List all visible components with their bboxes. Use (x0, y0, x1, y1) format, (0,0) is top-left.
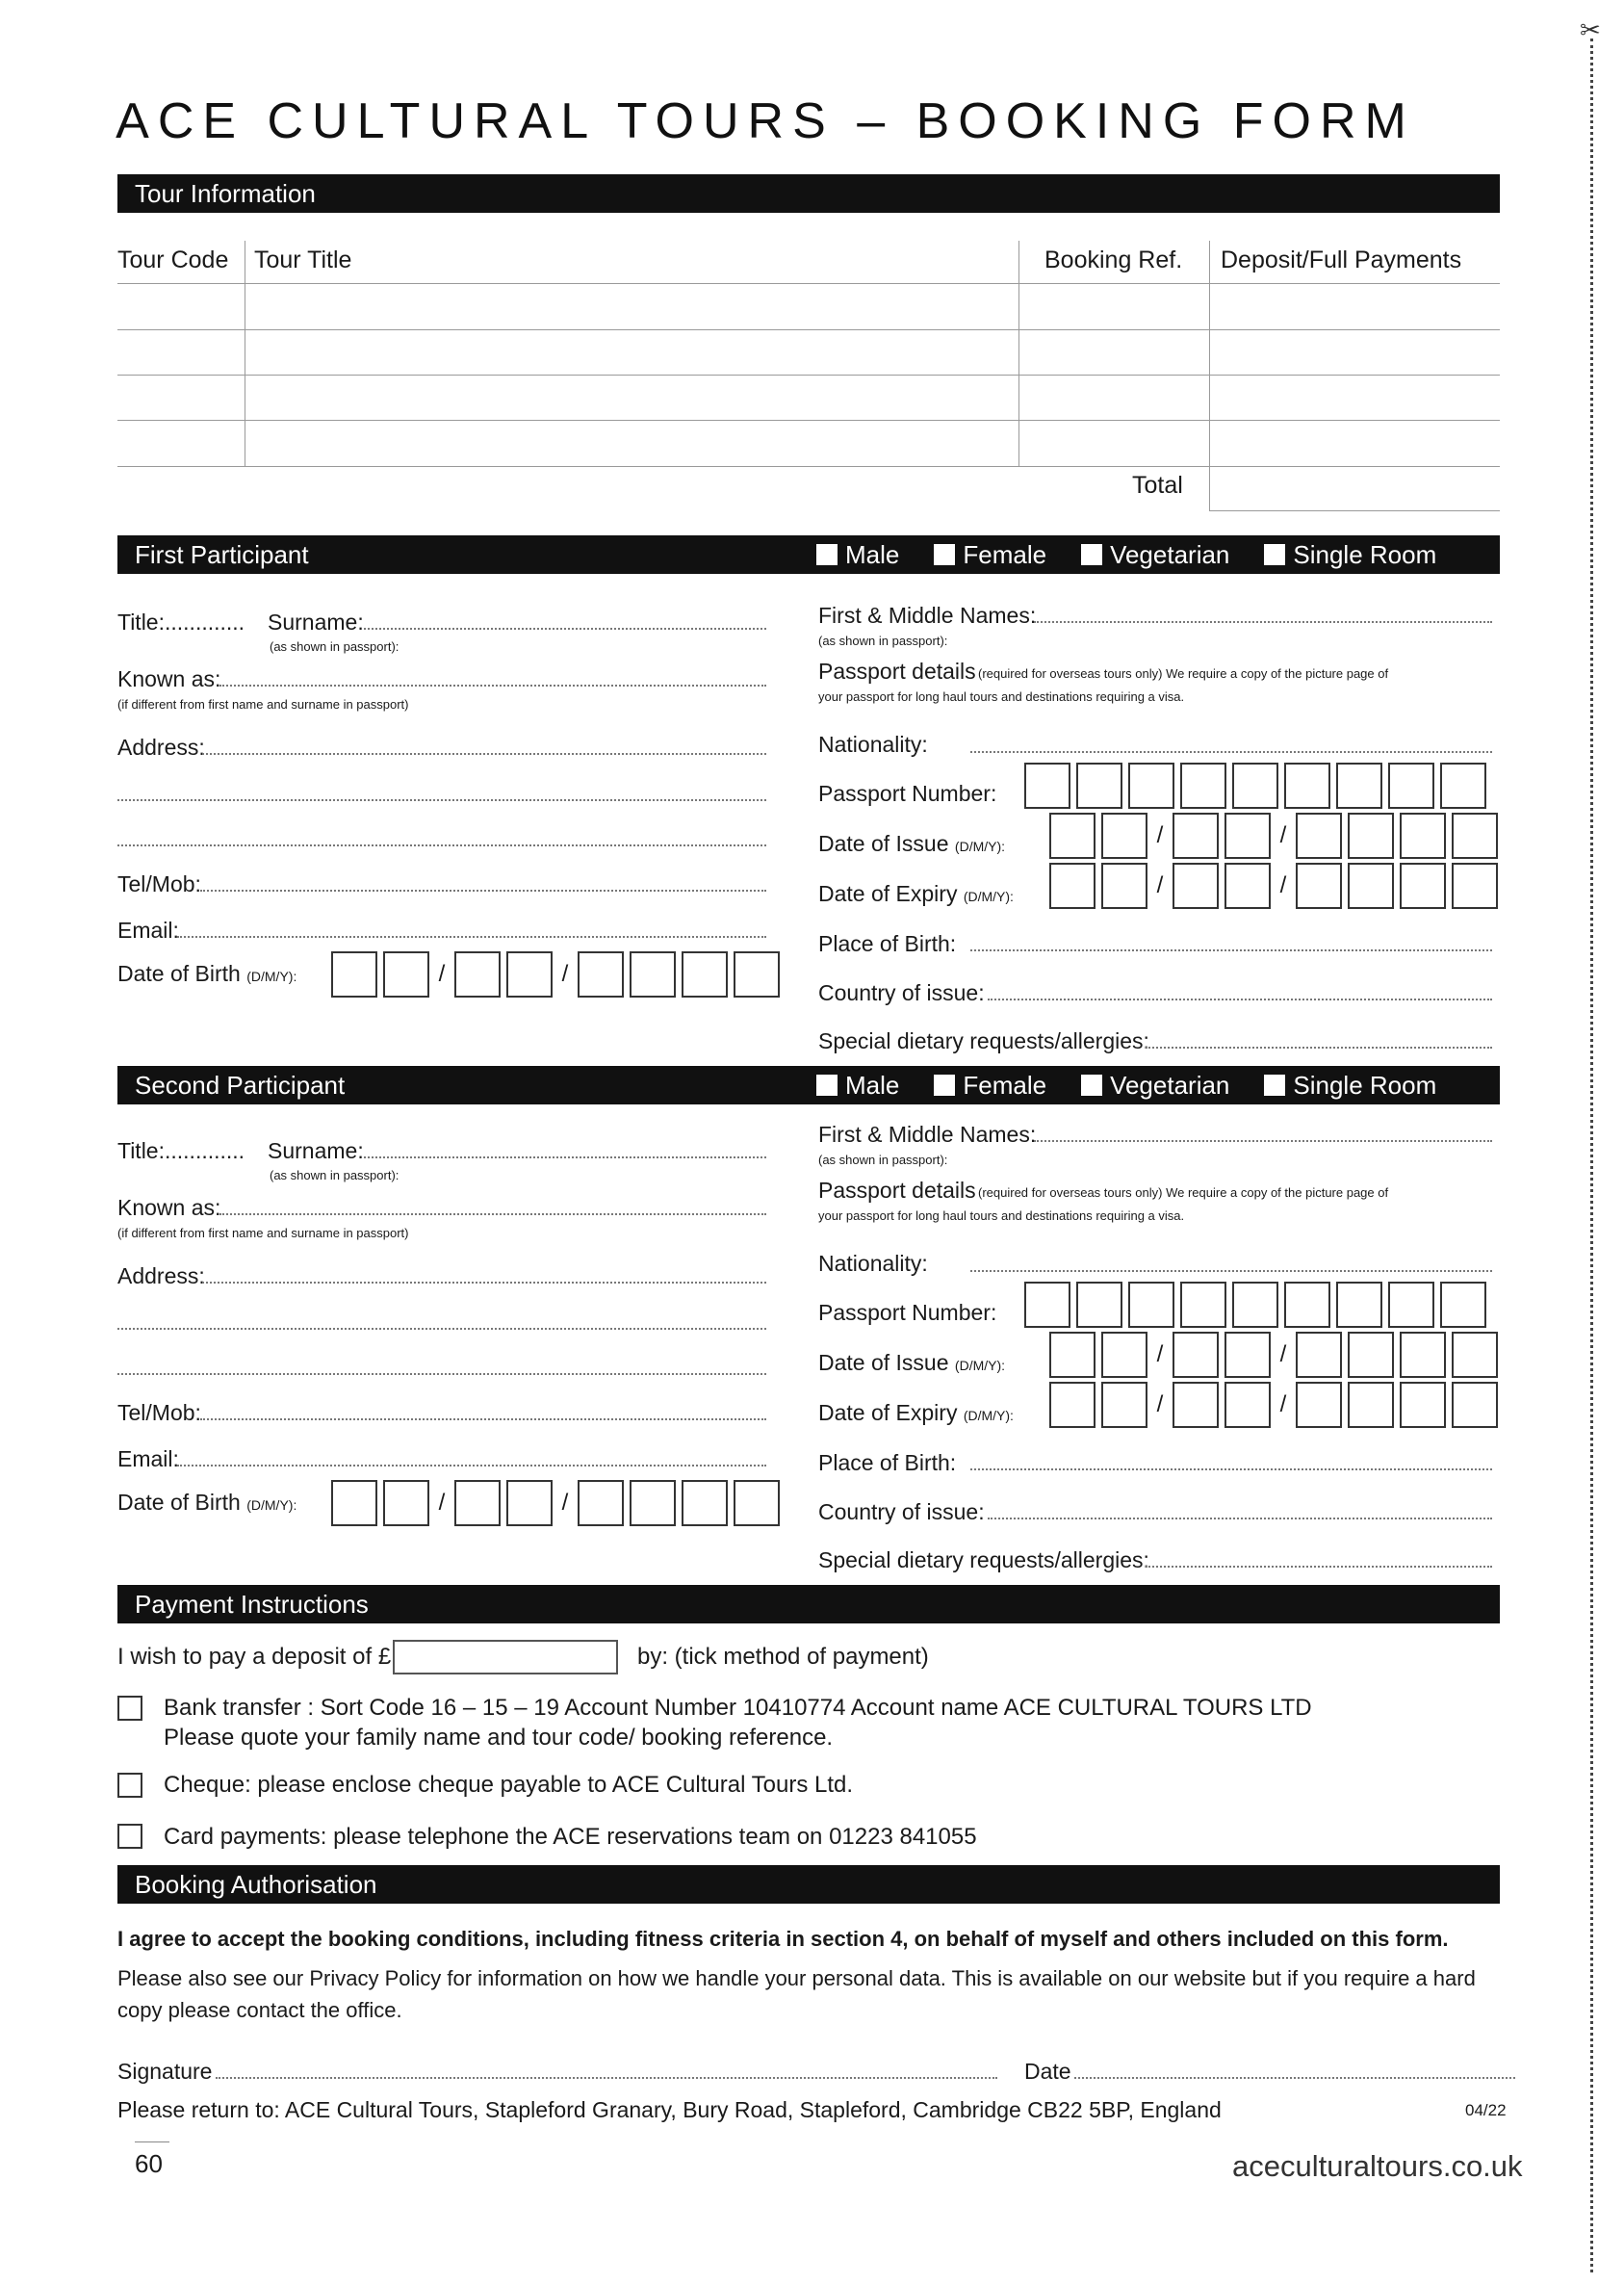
deposit-suffix: by: (tick method of payment) (637, 1644, 929, 1670)
dietary-label: Special dietary requests/allergies: (818, 1547, 1149, 1572)
date-of-issue-label (818, 1350, 1005, 1376)
date-digit-box[interactable] (1173, 1332, 1219, 1378)
form-version: 04/22 (1465, 2101, 1507, 2119)
passport-digit-box[interactable] (1388, 763, 1434, 809)
date-separator: / (1279, 1341, 1287, 1367)
date-digit-box[interactable] (682, 1480, 728, 1526)
known-as-label: Known as: (117, 1195, 221, 1220)
passport-digit-box[interactable] (1128, 763, 1174, 809)
known-as-label: Known as: (117, 666, 221, 691)
vegetarian-option[interactable] (1081, 535, 1229, 574)
booking-authorisation-header (117, 1865, 1500, 1904)
date-separator: / (561, 1490, 569, 1516)
single-room-label: Single Room (1293, 540, 1437, 569)
table-row[interactable] (117, 376, 1500, 419)
address-field-2[interactable] (117, 1328, 766, 1330)
date-separator: / (1156, 1391, 1164, 1417)
country-of-issue-label: Country of issue: (818, 1499, 985, 1524)
date-digit-box[interactable] (331, 951, 377, 998)
cheque-text: Cheque: please enclose cheque payable to ACE Cultural Tours Ltd. (164, 1772, 854, 1798)
title-label: Title:............. (117, 1138, 245, 1163)
first-participant-heading: First Participant (135, 540, 309, 569)
date-separator: / (1156, 822, 1164, 848)
first-names-field[interactable] (1034, 1140, 1492, 1142)
page-title: ACE CULTURAL TOURS – BOOKING FORM (116, 93, 1415, 149)
address-label: Address: (117, 735, 205, 760)
date-digit-box[interactable] (578, 1480, 624, 1526)
privacy-text-1: Please also see our Privacy Policy for information on how we handle your personal data. This is available on our website but if you require a hard (117, 1966, 1476, 1990)
address-field-3[interactable] (117, 844, 766, 846)
date-digit-box[interactable] (1101, 1382, 1147, 1428)
known-as-field[interactable] (219, 685, 766, 687)
date-digit-box[interactable] (454, 1480, 501, 1526)
first-names-field[interactable] (1034, 621, 1492, 623)
bank-transfer-text: Bank transfer : Sort Code 16 – 15 – 19 Account Number 10410774 Account name ACE CULTURAL TOURS LTD (164, 1695, 1312, 1721)
dob-text: Date of Birth (117, 1490, 241, 1515)
passport-digit-box[interactable] (1440, 1282, 1486, 1328)
vegetarian-label: Vegetarian (1110, 540, 1230, 569)
total-label: Total (1132, 472, 1183, 499)
date-digit-box[interactable] (1452, 813, 1498, 859)
passport-digit-box[interactable] (1284, 1282, 1330, 1328)
date-separator: / (1279, 872, 1287, 898)
single-room-label: Single Room (1293, 1071, 1437, 1100)
passport-number-label: Passport Number: (818, 781, 997, 806)
card-payment-checkbox[interactable] (117, 1824, 142, 1849)
date-digit-box[interactable] (331, 1480, 377, 1526)
date-of-issue-boxes[interactable] (1049, 813, 1504, 859)
date-digit-box[interactable] (1224, 1332, 1271, 1378)
participant-options (816, 1066, 1471, 1104)
place-of-birth-field[interactable] (970, 949, 1492, 951)
signature-field[interactable] (216, 2077, 997, 2079)
surname-note: (as shown in passport): (270, 639, 400, 654)
participant-options (816, 535, 1471, 574)
deposit-amount-input[interactable] (393, 1640, 618, 1674)
table-row[interactable] (117, 330, 1500, 374)
col-booking-ref: Booking Ref. (1044, 247, 1183, 273)
first-names-note: (as shown in passport): (818, 634, 948, 648)
bank-transfer-note: Please quote your family name and tour code/ booking reference. (164, 1725, 834, 1751)
date-digit-box[interactable] (1101, 813, 1147, 859)
female-label: Female (963, 1071, 1047, 1100)
date-digit-box[interactable] (630, 1480, 676, 1526)
male-checkbox[interactable] (816, 1075, 838, 1096)
passport-digit-box[interactable] (1440, 763, 1486, 809)
date-of-issue-boxes[interactable] (1049, 1332, 1504, 1378)
passport-number-label: Passport Number: (818, 1300, 997, 1325)
male-checkbox[interactable] (816, 544, 838, 565)
tour-information-header (117, 174, 1500, 213)
date-digit-box[interactable] (506, 1480, 553, 1526)
booking-authorisation-heading: Booking Authorisation (135, 1870, 377, 1899)
passport-digit-box[interactable] (1024, 1282, 1070, 1328)
date-digit-box[interactable] (1173, 863, 1219, 909)
date-separator: / (438, 1490, 446, 1516)
date-digit-box[interactable] (1296, 1382, 1342, 1428)
expiry-format: (D/M/Y): (963, 1408, 1014, 1423)
passport-note-2: your passport for long haul tours and destinations requiring a visa. (818, 1208, 1185, 1223)
date-digit-box[interactable] (1173, 813, 1219, 859)
email-label: Email: (117, 918, 179, 943)
signature-label: Signature (117, 2059, 213, 2084)
single-room-option[interactable] (1264, 535, 1436, 574)
date-digit-box[interactable] (734, 1480, 780, 1526)
passport-details-label: Passport details (818, 1178, 976, 1203)
date-of-issue-label (818, 831, 1005, 857)
surname-field[interactable] (364, 1156, 766, 1158)
date-digit-box[interactable] (383, 1480, 429, 1526)
payment-instructions-header (117, 1585, 1500, 1623)
date-digit-box[interactable] (1296, 1332, 1342, 1378)
surname-field[interactable] (364, 628, 766, 630)
date-digit-box[interactable] (1452, 1382, 1498, 1428)
cut-line (1590, 39, 1593, 2272)
passport-digit-box[interactable] (1024, 763, 1070, 809)
date-separator: / (438, 961, 446, 987)
issue-text: Date of Issue (818, 831, 949, 856)
female-checkbox[interactable] (934, 544, 955, 565)
nationality-label: Nationality: (818, 732, 928, 757)
date-digit-box[interactable] (1400, 863, 1446, 909)
email-field[interactable] (177, 1465, 766, 1466)
table-row-line (117, 466, 1500, 467)
tour-information-heading: Tour Information (135, 179, 316, 208)
date-digit-box[interactable] (1049, 1332, 1096, 1378)
bank-transfer-checkbox[interactable] (117, 1696, 142, 1721)
female-option[interactable] (934, 1066, 1046, 1104)
second-participant-header (117, 1066, 1500, 1104)
second-participant-heading: Second Participant (135, 1071, 346, 1100)
page-number-rule (135, 2141, 169, 2142)
passport-digit-box[interactable] (1180, 1282, 1226, 1328)
country-of-issue-field[interactable] (988, 1518, 1492, 1519)
passport-details-label: Passport details (818, 659, 976, 684)
date-digit-box[interactable] (1049, 1382, 1096, 1428)
date-label: Date (1024, 2059, 1071, 2084)
date-digit-box[interactable] (506, 951, 553, 998)
issue-text: Date of Issue (818, 1350, 949, 1375)
passport-number-boxes[interactable] (1024, 1282, 1492, 1328)
country-of-issue-label: Country of issue: (818, 980, 985, 1005)
vegetarian-label: Vegetarian (1110, 1071, 1230, 1100)
passport-digit-box[interactable] (1232, 763, 1278, 809)
address-field-1[interactable] (202, 1282, 766, 1284)
first-participant-header (117, 535, 1500, 574)
date-of-expiry-boxes[interactable] (1049, 1382, 1504, 1428)
male-label: Male (845, 540, 900, 569)
passport-digit-box[interactable] (1388, 1282, 1434, 1328)
website-url: aceculturaltours.co.uk (1232, 2149, 1523, 2183)
date-digit-box[interactable] (1224, 1382, 1271, 1428)
agreement-text: I agree to accept the booking conditions, including fitness criteria in section 4, on behalf of myself and others included on this form. (117, 1927, 1449, 1951)
date-digit-box[interactable] (1101, 863, 1147, 909)
date-of-expiry-label (818, 1400, 1014, 1426)
date-of-expiry-label (818, 881, 1014, 907)
card-payment-text: Card payments: please telephone the ACE reservations team on 01223 841055 (164, 1824, 977, 1850)
payment-instructions-heading: Payment Instructions (135, 1590, 369, 1619)
passport-note-1: (required for overseas tours only) We require a copy of the picture page of (978, 1185, 1389, 1200)
male-option[interactable] (816, 1066, 899, 1104)
male-option[interactable] (816, 535, 899, 574)
date-digit-box[interactable] (682, 951, 728, 998)
first-names-label: First & Middle Names: (818, 1122, 1037, 1147)
col-tour-title: Tour Title (254, 247, 352, 273)
country-of-issue-field[interactable] (988, 999, 1492, 1000)
tel-label: Tel/Mob: (117, 871, 201, 896)
known-as-note: (if different from first name and surname in passport) (117, 1226, 409, 1240)
passport-note-2: your passport for long haul tours and destinations requiring a visa. (818, 689, 1185, 704)
date-digit-box[interactable] (1296, 813, 1342, 859)
date-digit-box[interactable] (630, 951, 676, 998)
dietary-field[interactable] (1146, 1566, 1492, 1568)
passport-digit-box[interactable] (1180, 763, 1226, 809)
date-digit-box[interactable] (1452, 1332, 1498, 1378)
table-row[interactable] (117, 284, 1500, 328)
expiry-text: Date of Expiry (818, 1400, 958, 1425)
passport-digit-box[interactable] (1076, 763, 1122, 809)
date-digit-box[interactable] (1049, 813, 1096, 859)
female-option[interactable] (934, 535, 1046, 574)
date-separator: / (1279, 822, 1287, 848)
scissors-icon: ✂ (1580, 15, 1601, 44)
table-row[interactable] (117, 421, 1500, 465)
date-digit-box[interactable] (1348, 813, 1394, 859)
cheque-checkbox[interactable] (117, 1773, 142, 1798)
date-field[interactable] (1074, 2077, 1515, 2079)
surname-note: (as shown in passport): (270, 1168, 400, 1182)
date-digit-box[interactable] (1348, 1382, 1394, 1428)
issue-format: (D/M/Y): (954, 1358, 1006, 1373)
dob-format: (D/M/Y): (246, 1497, 297, 1513)
date-digit-box[interactable] (1348, 1332, 1394, 1378)
date-digit-box[interactable] (1224, 813, 1271, 859)
issue-format: (D/M/Y): (954, 839, 1006, 854)
female-label: Female (963, 540, 1047, 569)
date-separator: / (1156, 872, 1164, 898)
title-label: Title:............. (117, 610, 245, 635)
dob-format: (D/M/Y): (246, 969, 297, 984)
date-digit-box[interactable] (1400, 1332, 1446, 1378)
vegetarian-checkbox[interactable] (1081, 1075, 1102, 1096)
dob-label (117, 961, 296, 987)
email-field[interactable] (177, 936, 766, 938)
expiry-text: Date of Expiry (818, 881, 958, 906)
date-of-expiry-boxes[interactable] (1049, 863, 1504, 909)
female-checkbox[interactable] (934, 1075, 955, 1096)
passport-digit-box[interactable] (1232, 1282, 1278, 1328)
place-of-birth-label: Place of Birth: (818, 1450, 957, 1475)
email-label: Email: (117, 1446, 179, 1471)
first-names-label: First & Middle Names: (818, 603, 1037, 628)
tel-label: Tel/Mob: (117, 1400, 201, 1425)
date-separator: / (1156, 1341, 1164, 1367)
dob-text: Date of Birth (117, 961, 241, 986)
single-room-checkbox[interactable] (1264, 1075, 1285, 1096)
date-digit-box[interactable] (1400, 1382, 1446, 1428)
address-label: Address: (117, 1263, 205, 1288)
surname-label: Surname: (268, 610, 364, 635)
date-digit-box[interactable] (1452, 863, 1498, 909)
dob-boxes[interactable] (331, 1480, 786, 1526)
address-field-3[interactable] (117, 1373, 766, 1375)
date-digit-box[interactable] (383, 951, 429, 998)
date-digit-box[interactable] (1400, 813, 1446, 859)
surname-label: Surname: (268, 1138, 364, 1163)
dietary-field[interactable] (1146, 1047, 1492, 1049)
date-digit-box[interactable] (1224, 863, 1271, 909)
date-separator: / (1279, 1391, 1287, 1417)
dob-boxes[interactable] (331, 951, 786, 998)
nationality-field[interactable] (970, 751, 1492, 753)
col-tour-code: Tour Code (117, 247, 229, 273)
date-digit-box[interactable] (454, 951, 501, 998)
page-number: 60 (135, 2149, 163, 2178)
place-of-birth-label: Place of Birth: (818, 931, 957, 956)
single-room-option[interactable] (1264, 1066, 1436, 1104)
tel-field[interactable] (200, 1418, 766, 1420)
date-digit-box[interactable] (1173, 1382, 1219, 1428)
known-as-note: (if different from first name and surname in passport) (117, 697, 409, 712)
male-label: Male (845, 1071, 900, 1100)
date-digit-box[interactable] (1348, 863, 1394, 909)
date-digit-box[interactable] (1101, 1332, 1147, 1378)
first-names-note: (as shown in passport): (818, 1153, 948, 1167)
known-as-field[interactable] (219, 1213, 766, 1215)
privacy-text-2: copy please contact the office. (117, 1998, 402, 2022)
col-deposit-payments: Deposit/Full Payments (1221, 247, 1462, 273)
place-of-birth-field[interactable] (970, 1468, 1492, 1470)
address-field-1[interactable] (202, 753, 766, 755)
single-room-checkbox[interactable] (1264, 544, 1285, 565)
passport-note-1: (required for overseas tours only) We require a copy of the picture page of (978, 666, 1389, 681)
vegetarian-checkbox[interactable] (1081, 544, 1102, 565)
passport-digit-box[interactable] (1336, 763, 1382, 809)
total-field[interactable] (1211, 468, 1500, 509)
nationality-field[interactable] (970, 1270, 1492, 1272)
passport-digit-box[interactable] (1128, 1282, 1174, 1328)
date-digit-box[interactable] (578, 951, 624, 998)
passport-digit-box[interactable] (1076, 1282, 1122, 1328)
return-address: Please return to: ACE Cultural Tours, Stapleford Granary, Bury Road, Stapleford, Cambridge CB22 5BP, England (117, 2097, 1222, 2122)
passport-number-boxes[interactable] (1024, 763, 1492, 809)
date-digit-box[interactable] (1049, 863, 1096, 909)
expiry-format: (D/M/Y): (963, 889, 1014, 904)
dietary-label: Special dietary requests/allergies: (818, 1028, 1149, 1053)
date-digit-box[interactable] (734, 951, 780, 998)
table-row-line (1209, 510, 1500, 511)
vegetarian-option[interactable] (1081, 1066, 1229, 1104)
nationality-label: Nationality: (818, 1251, 928, 1276)
deposit-prefix: I wish to pay a deposit of £ (117, 1644, 392, 1670)
passport-digit-box[interactable] (1336, 1282, 1382, 1328)
date-digit-box[interactable] (1296, 863, 1342, 909)
dob-label (117, 1490, 296, 1516)
date-separator: / (561, 961, 569, 987)
address-field-2[interactable] (117, 799, 766, 801)
passport-digit-box[interactable] (1284, 763, 1330, 809)
tel-field[interactable] (200, 890, 766, 892)
